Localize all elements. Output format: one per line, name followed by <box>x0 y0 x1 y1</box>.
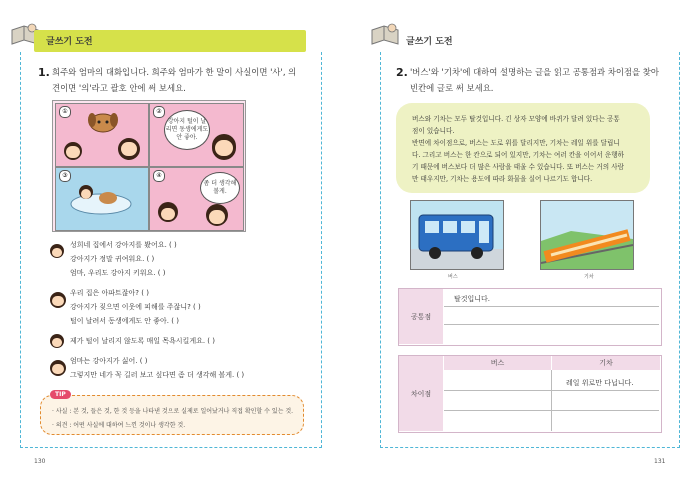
column-header-bus: 버스 <box>444 356 551 370</box>
answer-line <box>444 306 659 307</box>
speaker-girl-avatar <box>50 244 64 258</box>
passage-line: 버스와 기차는 모두 탈것입니다. 긴 상자 모양에 바퀴가 달려 있다는 공통 <box>412 115 620 123</box>
dog-illustration <box>86 112 120 134</box>
dialog-line: 강아지가 짖으면 이웃에 피해를 주잖니? ( ) <box>70 303 201 311</box>
dialog-line: 엄마, 우리도 강아지 키워요. ( ) <box>70 269 166 277</box>
question-text-line-2: 견이면 '의'라고 괄호 안에 써 보세요. <box>52 83 186 93</box>
question-text-line-1: '버스'와 '기차'에 대하여 설명하는 글을 읽고 공통점과 차이점을 찾아 <box>410 67 659 77</box>
passage-line: 점이 있습니다. <box>412 127 455 135</box>
speech-bubble: 강아지 털이 날리면 동생에게도 안 좋아. <box>164 110 210 150</box>
girl-figure <box>64 142 82 160</box>
speaker-mother-avatar <box>50 292 66 308</box>
section-header-label: 글쓰기 도전 <box>406 37 453 47</box>
speaker-mother-avatar <box>50 360 66 376</box>
panel-number: ③ <box>59 170 71 182</box>
speaker-girl-avatar <box>50 334 64 348</box>
column-divider <box>551 370 552 431</box>
tip-badge: TIP <box>50 390 71 399</box>
page-number: 130 <box>34 458 46 465</box>
passage-line: 반면에 차이점으로, 버스는 도로 위를 달리지만, 기차는 레일 위를 달립니 <box>412 139 620 147</box>
common-answer[interactable]: 탈것입니다. <box>454 295 491 303</box>
mother-figure <box>212 134 236 160</box>
dialog-line: 그렇지만 네가 꼭 길러 보고 싶다면 좀 더 생각해 볼게. ( ) <box>70 371 245 379</box>
train-difference-answer[interactable]: 레일 위로만 다닙니다. <box>566 379 634 387</box>
comic-panel-4 <box>149 167 244 231</box>
dialog-line: 성희네 집에서 강아지를 봤어요. ( ) <box>70 241 177 249</box>
passage-line: 기 때문에 버스보다 더 많은 사람을 태울 수 있습니다. 또 버스는 거의 사람 <box>412 163 624 171</box>
panel-number: ① <box>59 106 71 118</box>
book-icon <box>370 22 400 48</box>
passage-line: 만 태우지만, 기차는 용도에 따라 화물을 실어 나르기도 합니다. <box>412 175 593 183</box>
mother-figure <box>206 204 228 226</box>
tip-line: · 사실 : 본 것, 들은 것, 한 것 등을 나타낸 것으로 실제로 일어났거나 직접 확인할 수 있는 것. <box>52 408 294 415</box>
tip-line: · 의견 : 어떤 사실에 대하여 느낀 것이나 생각한 것. <box>52 422 186 429</box>
train-caption: 기차 <box>584 274 594 280</box>
mother-figure <box>118 138 140 160</box>
question-text-line-1: 희주와 엄마의 대화입니다. 희주와 엄마가 한 말이 사실이면 '사', 의 <box>52 67 297 77</box>
question-text-line-2: 빈칸에 글로 써 보세요. <box>410 83 494 93</box>
train-illustration <box>540 200 634 270</box>
bus-caption: 버스 <box>448 274 458 280</box>
passage-line: 다. 그리고 버스는 한 칸으로 되어 있지만, 기차는 여러 칸을 이어서 운행하 <box>412 151 624 159</box>
comic-panel-3 <box>55 167 149 231</box>
section-header-label: 글쓰기 도전 <box>46 37 93 47</box>
comic-panel-2 <box>149 103 244 167</box>
page-number: 131 <box>654 458 666 465</box>
answer-line <box>444 324 659 325</box>
difference-label: 차이점 <box>399 356 443 431</box>
question-number: 1. <box>38 66 50 79</box>
dialog-line: 엄마는 강아지가 싫어. ( ) <box>70 357 148 365</box>
comic-panel-1 <box>55 103 149 167</box>
girl-figure <box>158 202 178 222</box>
tip-box <box>40 395 304 435</box>
column-header-train: 기차 <box>552 356 660 370</box>
common-points-label: 공통점 <box>399 289 443 344</box>
bath-illustration <box>66 178 136 218</box>
dialog-line: 털이 날려서 동생에게도 안 좋아. ( ) <box>70 317 179 325</box>
bus-illustration <box>410 200 504 270</box>
comic-strip <box>52 100 246 232</box>
question-number: 2. <box>396 66 408 79</box>
speech-bubble: 좀 더 생각해 볼게. <box>200 172 240 204</box>
dialog-line: 우리 집은 아파트잖아? ( ) <box>70 289 149 297</box>
panel-number: ② <box>153 106 165 118</box>
dialog-line: 제가 털이 날리지 않도록 매일 목욕시킬게요. ( ) <box>70 337 215 345</box>
panel-number: ④ <box>153 170 165 182</box>
dialog-line: 강아지가 정말 귀여워요. ( ) <box>70 255 155 263</box>
